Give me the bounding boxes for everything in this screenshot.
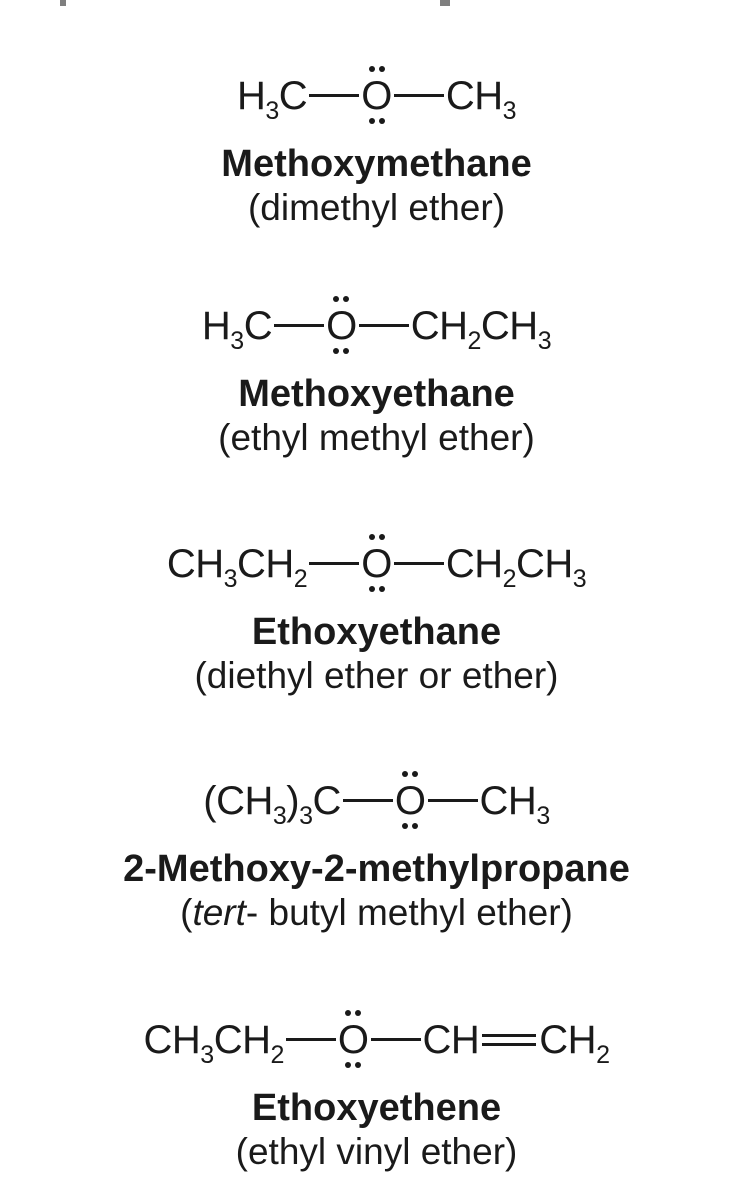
ether-entry-methoxymethane bbox=[0, 72, 753, 230]
iupac-name: Ethoxyethene bbox=[251, 1087, 502, 1129]
common-name: (diethyl ether or ether) bbox=[194, 655, 559, 696]
single-bond bbox=[343, 799, 393, 802]
lone-pair-dots bbox=[369, 586, 385, 592]
lone-pair-dots bbox=[333, 348, 349, 354]
single-bond bbox=[359, 324, 409, 327]
right-group: $CH_3$ bbox=[479, 779, 550, 830]
right-group-ch2: $CH_2$ bbox=[539, 1018, 610, 1069]
oxygen-atom bbox=[326, 302, 357, 350]
single-bond bbox=[309, 562, 359, 565]
oxygen-label: O bbox=[337, 1018, 369, 1062]
single-bond bbox=[394, 94, 444, 97]
iupac-name: Methoxyethane bbox=[238, 373, 515, 415]
single-bond bbox=[286, 1038, 336, 1041]
double-bond bbox=[482, 1034, 536, 1046]
oxygen-label: O bbox=[361, 542, 392, 586]
structural-formula bbox=[0, 540, 753, 593]
lone-pair-dots bbox=[369, 66, 385, 72]
right-group-ch: CH bbox=[422, 1018, 480, 1062]
oxygen-atom bbox=[395, 777, 426, 825]
left-group: $H_3C$ bbox=[237, 74, 308, 125]
oxygen-atom bbox=[361, 72, 392, 120]
ether-entry-ethoxyethene bbox=[0, 1016, 753, 1174]
common-name: (tert- butyl methyl ether) bbox=[180, 892, 573, 933]
ether-entry-ethoxyethane bbox=[0, 540, 753, 698]
lone-pair-dots bbox=[333, 296, 349, 302]
structural-formula bbox=[0, 1016, 753, 1069]
left-group: $H_3C$ bbox=[201, 304, 273, 355]
structural-formula bbox=[0, 777, 753, 830]
right-group: $CH_2CH_3$ bbox=[445, 542, 587, 593]
oxygen-label: O bbox=[394, 779, 426, 823]
single-bond bbox=[274, 324, 324, 327]
single-bond bbox=[371, 1038, 421, 1041]
oxygen-atom bbox=[338, 1016, 369, 1064]
left-group: $CH_3CH_2$ bbox=[166, 542, 308, 593]
left-group: $(CH_3)_3C$ bbox=[203, 779, 341, 830]
structural-formula bbox=[0, 302, 753, 355]
common-name: (ethyl vinyl ether) bbox=[235, 1131, 518, 1172]
common-name-italic-prefix: tert bbox=[192, 892, 246, 933]
cropped-previous-text bbox=[60, 0, 480, 6]
lone-pair-dots bbox=[345, 1010, 361, 1016]
lone-pair-dots bbox=[402, 823, 418, 829]
oxygen-atom bbox=[361, 540, 392, 588]
common-name: (dimethyl ether) bbox=[247, 187, 506, 228]
iupac-name: 2-Methoxy-2-methylpropane bbox=[123, 848, 630, 890]
lone-pair-dots bbox=[369, 118, 385, 124]
single-bond bbox=[428, 799, 478, 802]
ether-entry-methoxyethane bbox=[0, 302, 753, 460]
oxygen-label: O bbox=[361, 74, 392, 118]
lone-pair-dots bbox=[369, 534, 385, 540]
common-name: (ethyl methyl ether) bbox=[218, 417, 535, 458]
left-group: $CH_3CH_2$ bbox=[143, 1018, 284, 1069]
oxygen-label: O bbox=[326, 304, 357, 348]
iupac-name: Ethoxyethane bbox=[251, 611, 502, 653]
lone-pair-dots bbox=[402, 771, 418, 777]
single-bond bbox=[394, 562, 444, 565]
right-group: $CH_2CH_3$ bbox=[410, 304, 552, 355]
single-bond bbox=[309, 94, 359, 97]
ether-entry-2-methoxy-2-methylpropane bbox=[0, 777, 753, 935]
iupac-name: Methoxymethane bbox=[221, 143, 532, 185]
structural-formula bbox=[0, 72, 753, 125]
common-name-rest: - butyl methyl ether) bbox=[245, 892, 573, 933]
right-group: $CH_3$ bbox=[445, 74, 516, 125]
lone-pair-dots bbox=[345, 1062, 361, 1068]
